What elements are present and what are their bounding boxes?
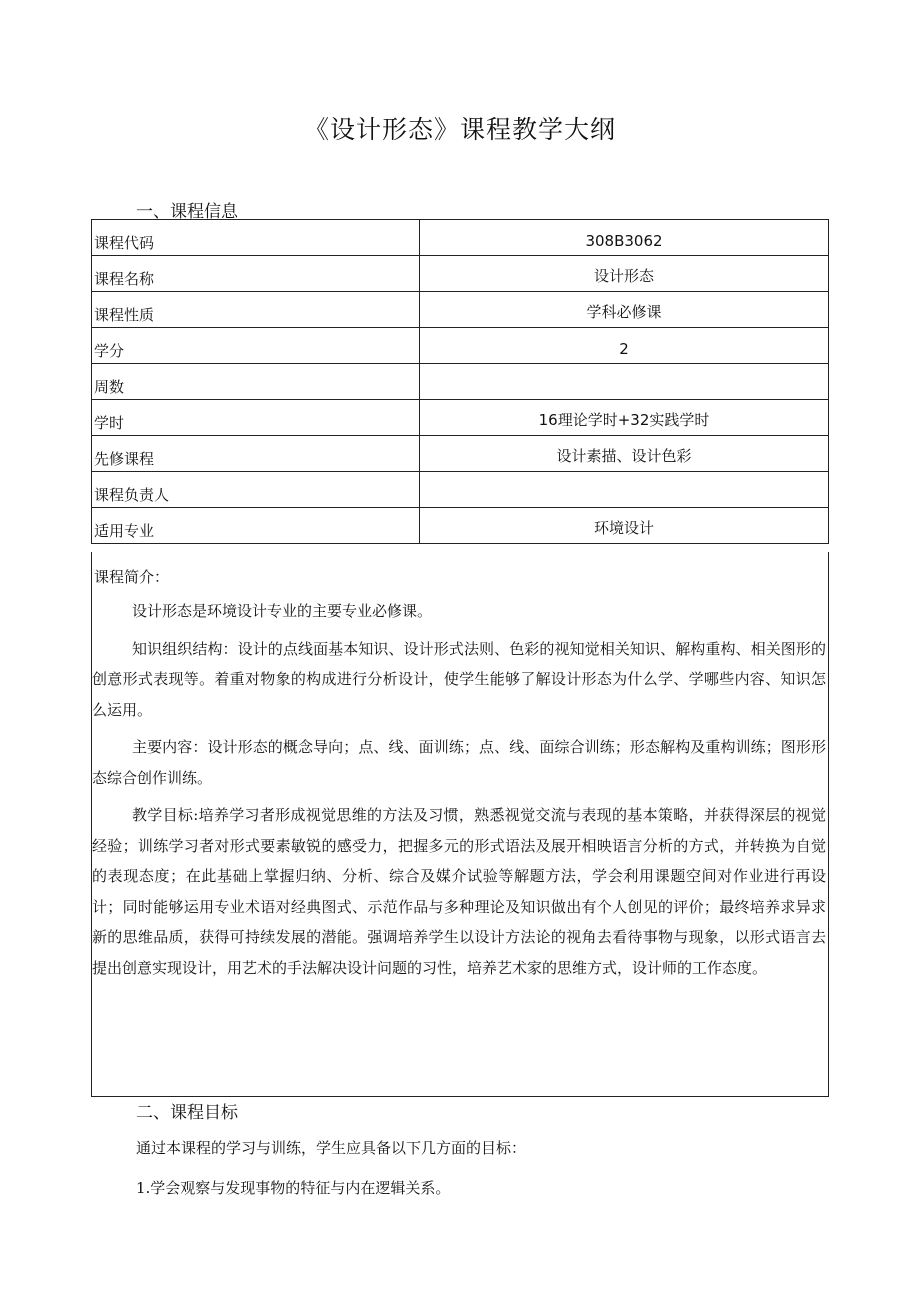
intro-paragraph: 知识组织结构：设计的点线面基本知识、设计形式法则、色彩的视知觉相关知识、解构重构、相关图形的创意形式表现等。着重对物象的构成进行分析设计，使学生能够了解设计形态为什么学、学哪些内容、知识怎么运用。 — [92, 639, 826, 719]
intro-paragraph: 教学目标:培养学习者形成视觉思维的方法及习惯，熟悉视觉交流与表现的基本策略，并获得深层的视觉经验；训练学习者对形式要素敏锐的感受力，把握多元的形式语法及展开相映语言分析的方式，并转换为自觉的表现态度；在此基础上掌握归纳、分析、综合及媒介试验等解题方法，学会利用课题空间对作业进行再设计；同时能够运用专业术语对经典图式、示范作品与多种理论及知识做出有个人创见的评价；最终培养求异求新的思维品质，获得可持续发展的潜能。强调培养学生以设计方法论的视角去看待事物与现象，以形式语言去提出创意实现设计，用艺术的手法解决设计问题的习性，培养艺术家的思维方式，设计师的工作态度。 — [92, 806, 826, 977]
row-label: 课程性质 — [92, 292, 420, 328]
row-value: 2 — [420, 328, 829, 364]
goals-intro: 通过本课程的学习与训练，学生应具备以下几方面的目标： — [136, 1139, 527, 1157]
row-label: 学时 — [92, 400, 420, 436]
row-label: 先修课程 — [92, 436, 420, 472]
table-row — [92, 400, 829, 436]
course-info-table — [91, 219, 829, 544]
table-row — [92, 364, 829, 400]
document-title: 《设计形态》课程教学大纲 — [303, 115, 616, 144]
goal-item-1: 1.学会观察与发现事物的特征与内在逻辑关系。 — [136, 1179, 451, 1197]
row-label: 课程负责人 — [92, 472, 420, 508]
intro-paragraph: 主要内容：设计形态的概念导向；点、线、面训练；点、线、面综合训练；形态解构及重构训练；图形形态综合创作训练。 — [92, 738, 826, 787]
row-value: 16理论学时+32实践学时 — [420, 400, 829, 436]
row-value: 设计形态 — [420, 256, 829, 292]
row-value: 环境设计 — [420, 508, 829, 544]
row-value: 设计素描、设计色彩 — [420, 436, 829, 472]
intro-paragraph: 设计形态是环境设计专业的主要专业必修课。 — [132, 602, 433, 620]
table-row — [92, 472, 829, 508]
table-row — [92, 508, 829, 544]
row-value: 学科必修课 — [420, 292, 829, 328]
table-row — [92, 436, 829, 472]
section-heading-course-info: 一、课程信息 — [136, 202, 238, 222]
table-row — [92, 328, 829, 364]
row-label: 学分 — [92, 328, 420, 364]
row-value — [420, 364, 829, 400]
course-intro-text — [92, 596, 828, 990]
table-row — [92, 220, 829, 256]
row-value — [420, 472, 829, 508]
table-row — [92, 256, 829, 292]
section-heading-course-goals: 二、课程目标 — [136, 1103, 238, 1123]
row-label: 课程名称 — [92, 256, 420, 292]
course-intro-label: 课程简介： — [94, 568, 170, 586]
table-row — [92, 292, 829, 328]
row-label: 适用专业 — [92, 508, 420, 544]
course-intro-box — [91, 552, 829, 1097]
row-value: 308B3062 — [420, 220, 829, 256]
row-label: 课程代码 — [92, 220, 420, 256]
row-label: 周数 — [92, 364, 420, 400]
